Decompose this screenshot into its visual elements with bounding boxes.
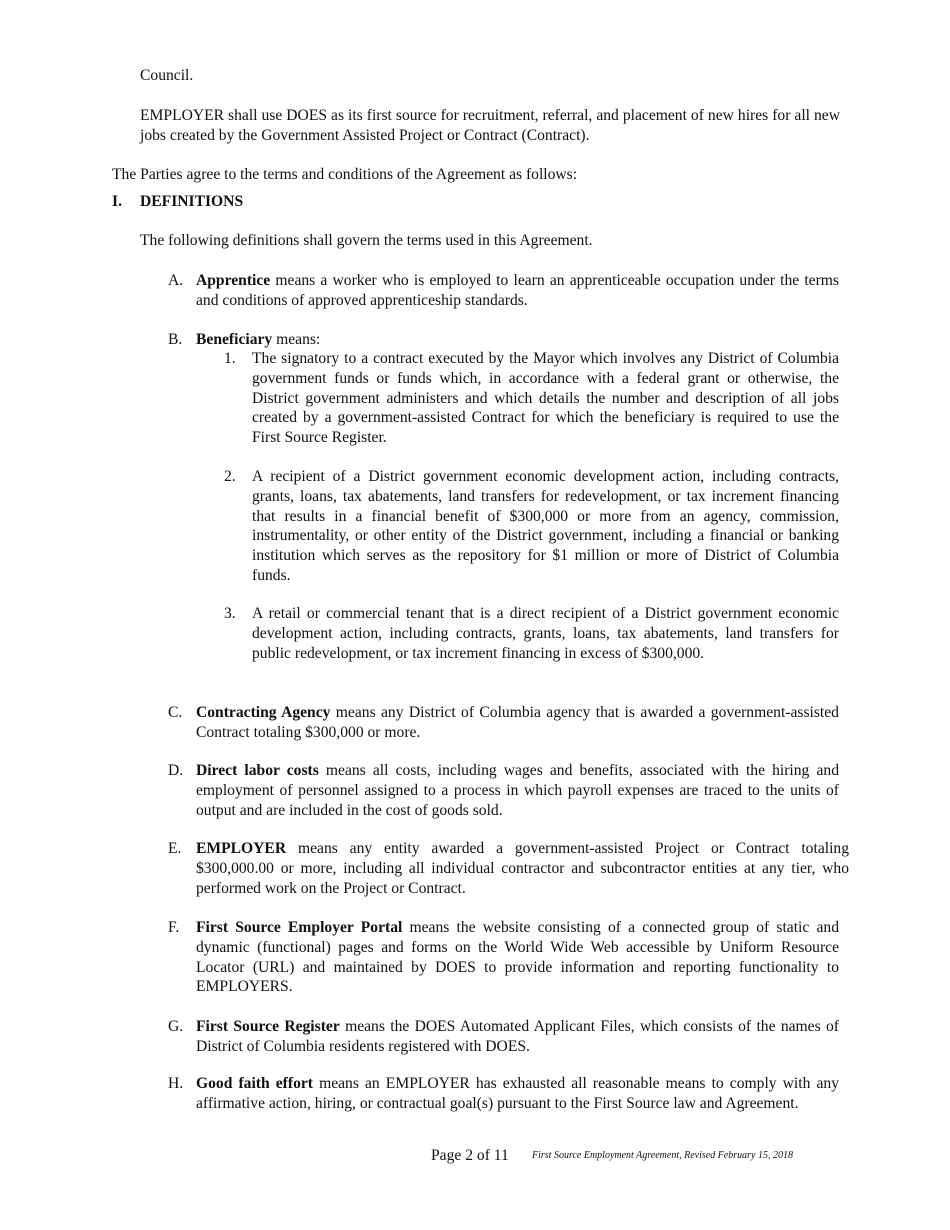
definition-term: EMPLOYER [196, 840, 287, 857]
definition-term: First Source Register [196, 1018, 340, 1035]
definition-label: G. [168, 1018, 184, 1035]
definition-term: Apprentice [196, 272, 271, 289]
definition-text: means the DOES Automated Applicant Files, which consists of the names of District of Columbia residents registered with DOES. [196, 1018, 839, 1055]
definition-label: D. [168, 762, 184, 779]
definition-label: E. [168, 840, 182, 857]
first-source-paragraph: EMPLOYER shall use DOES as its first source for recruitment, referral, and placement of new hires for all new jobs created by the Government Assisted Project or Contract (Contract). [140, 107, 840, 144]
definition-body [196, 271, 839, 311]
sub-item-number: 3. [224, 605, 236, 622]
definition-body [196, 761, 839, 820]
definition-text: means any entity awarded a government-assisted Project or Contract totaling $300,000.00 or more, including all individual contractor and subcontractor entities at any tier, who performed work on the Project or Contract. [196, 840, 849, 897]
definition-term: Beneficiary [196, 331, 273, 348]
sub-item-text: The signatory to a contract executed by the Mayor which involves any District of Columbia government funds or funds which, in accordance with a federal grant or otherwise, the District government administers and which details the number and description of all jobs created by a government-assisted Contract for which the beneficiary is required to use the First Source Register. [252, 350, 839, 447]
section-title: DEFINITIONS [140, 193, 244, 210]
parties-paragraph: The Parties agree to the terms and conditions of the Agreement as follows: [112, 166, 578, 183]
definition-body [196, 839, 849, 898]
page-number: Page 2 of 11 [431, 1147, 509, 1164]
sub-item-number: 1. [224, 350, 236, 367]
sub-item-number: 2. [224, 468, 236, 485]
section-number: I. [112, 193, 122, 210]
definition-body [196, 1017, 839, 1057]
definition-term: Good faith effort [196, 1075, 313, 1092]
definition-text: means any District of Columbia agency that is awarded a government-assisted Contract totaling $300,000 or more. [196, 704, 839, 741]
definition-term: Direct labor costs [196, 762, 319, 779]
definition-text: means the website consisting of a connected group of static and dynamic (functional) pages and forms on the World Wide Web accessible by Uniform Resource Locator (URL) and maintained by DOES to provide information and reporting functionality to EMPLOYERS. [196, 919, 839, 996]
definition-body [196, 1074, 839, 1114]
definition-label: A. [168, 272, 184, 289]
definition-text: means all costs, including wages and benefits, associated with the hiring and employment of personnel assigned to a process in which payroll expenses are traced to the units of output and are included in the cost of goods sold. [196, 762, 839, 819]
council-text: Council. [140, 67, 194, 84]
footer-note: First Source Employment Agreement, Revised February 15, 2018 [532, 1150, 793, 1161]
sub-item-text: A retail or commercial tenant that is a direct recipient of a District government economic development action, including contracts, grants, loans, tax abatements, land transfers for public redevelopment, or tax increment financing in excess of $300,000. [252, 605, 839, 662]
definition-body [196, 918, 839, 997]
definition-term: Contracting Agency [196, 704, 331, 721]
sub-item-text: A recipient of a District government economic development action, including contracts, grants, loans, tax abatements, land transfers for redevelopment, or tax increment financing that results in a financial benefit of $300,000 or more from an agency, commission, instrumentality, or other entity of the District government, including a financial or banking institution which serves as the repository for $1 million or more of District of Columbia funds. [252, 468, 839, 584]
definition-text: means: [272, 331, 321, 348]
definition-label: F. [168, 919, 180, 936]
definition-body [196, 703, 839, 743]
definition-label: B. [168, 331, 183, 348]
definition-label: C. [168, 704, 183, 721]
definition-body [196, 330, 839, 350]
definition-text: means an EMPLOYER has exhausted all reasonable means to comply with any affirmative action, hiring, or contractual goal(s) pursuant to the First Source law and Agreement. [196, 1075, 839, 1112]
definition-text: means a worker who is employed to learn an apprenticeable occupation under the terms and conditions of approved apprenticeship standards. [196, 272, 839, 309]
definitions-lead: The following definitions shall govern the terms used in this Agreement. [140, 232, 593, 249]
definition-term: First Source Employer Portal [196, 919, 403, 936]
definition-label: H. [168, 1075, 184, 1092]
